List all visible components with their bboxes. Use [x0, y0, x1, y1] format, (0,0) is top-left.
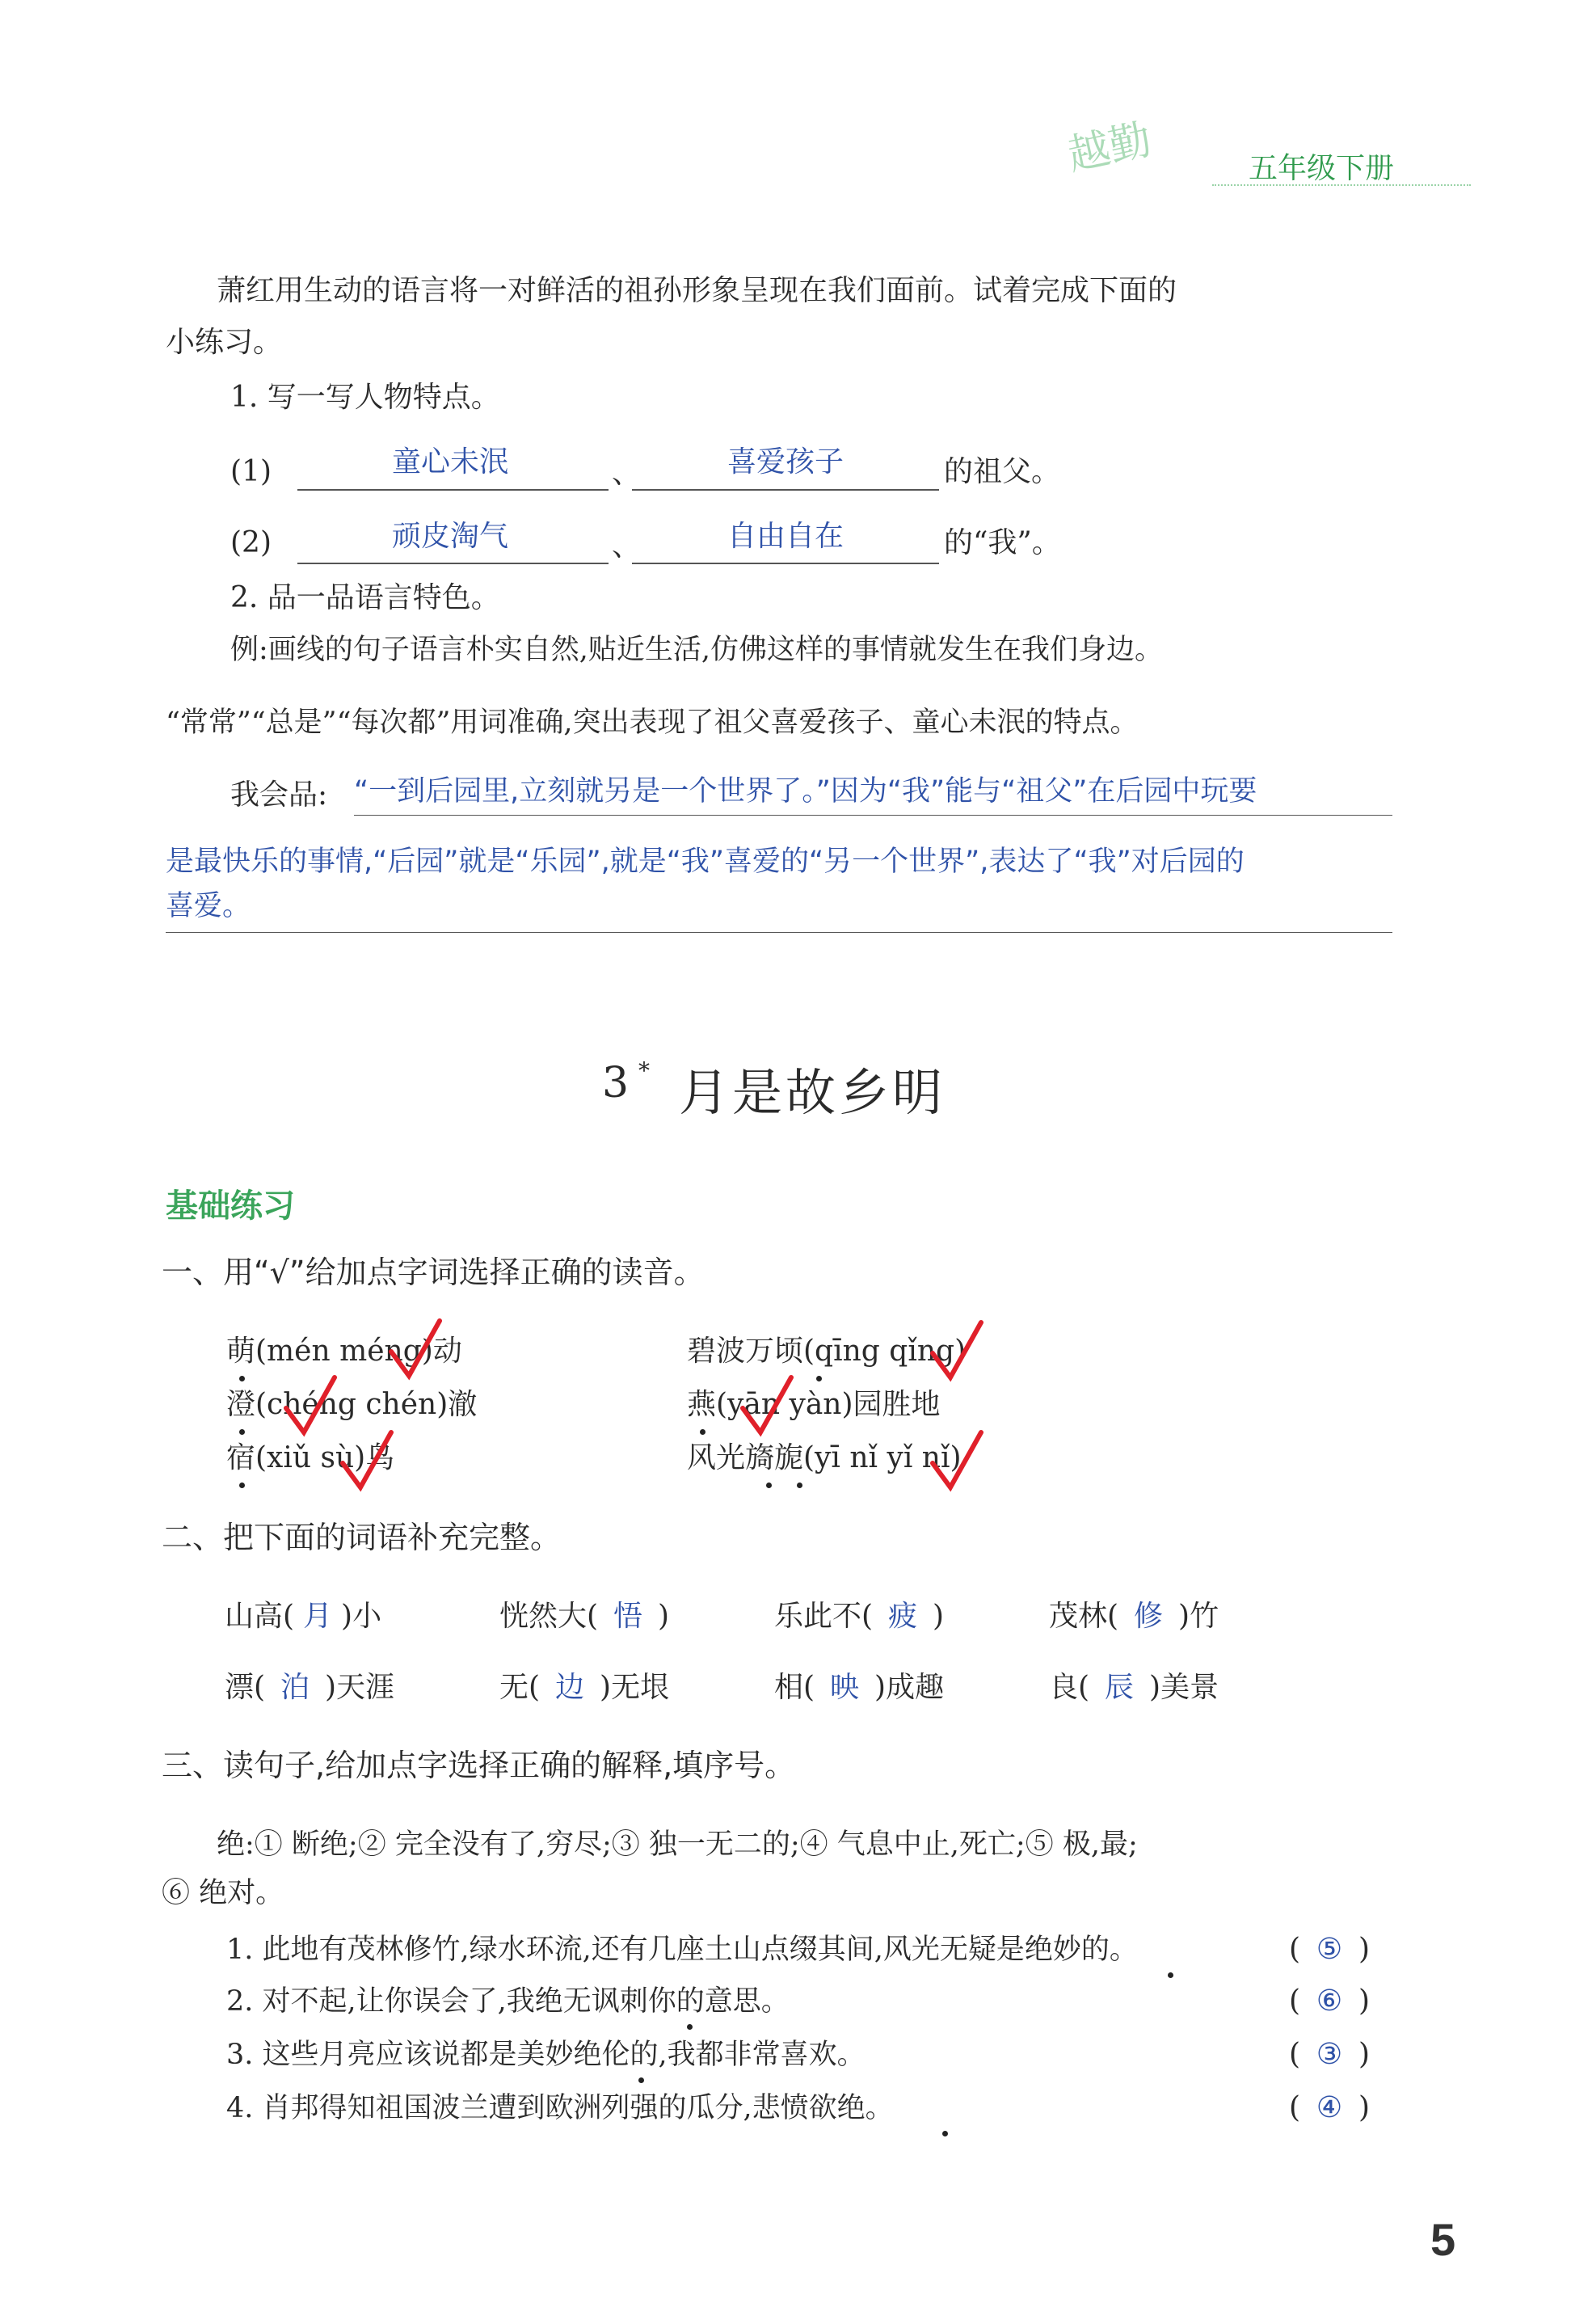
- idiom-1-2: 恍然大( 悟 ): [499, 1600, 670, 1633]
- emphasis-dot: [942, 2131, 948, 2136]
- lesson-title: 月是故乡明: [679, 1063, 946, 1122]
- q1-1-answer-b: 喜爱孩子: [727, 445, 844, 479]
- section-label: 基础练习: [166, 1187, 295, 1225]
- answer-1: ( ⑤ ): [1289, 1933, 1371, 1966]
- mine-blank-2: [166, 932, 1392, 933]
- pinyin-item-1: 萌(mén méng)动: [226, 1335, 462, 1368]
- emphasis-dot: [816, 1376, 822, 1381]
- lesson-number: 3: [602, 1059, 630, 1107]
- q1-2-answer-b: 自由自在: [727, 520, 844, 553]
- intro-line-2: 小练习。: [166, 326, 283, 359]
- q1-2-answer-a: 顽皮淘气: [392, 520, 509, 553]
- example-line-2: “常常”“总是”“每次都”用词准确,突出表现了祖父喜爱孩子、童心未泯的特点。: [166, 706, 1139, 739]
- intro-line-1: 萧红用生动的语言将一对鲜活的祖孙形象呈现在我们面前。试着完成下面的: [217, 274, 1177, 307]
- emphasis-dot: [239, 1429, 245, 1435]
- check-mark-icon: [929, 1429, 986, 1494]
- idiom-2-1: 漂( 泊 )天涯: [225, 1671, 395, 1704]
- emphasis-dot: [700, 1429, 705, 1435]
- part2-heading: 二、把下面的词语补充完整。: [162, 1520, 562, 1555]
- question-1: 1. 此地有茂林修竹,绿水环流,还有几座土山点缀其间,风光无疑是绝妙的。: [226, 1934, 1138, 1966]
- question-2: 2. 对不起,让你误会了,我绝无讽刺你的意思。: [226, 1985, 790, 2018]
- mine-answer-line-3: 喜爱。: [166, 890, 251, 922]
- header-rule: [1212, 184, 1471, 186]
- emphasis-dot: [638, 2077, 644, 2083]
- emphasis-dot: [239, 1483, 245, 1488]
- q1-1-tail: 的祖父。: [944, 455, 1061, 488]
- q1-1-blank-b: [632, 489, 939, 491]
- idiom-2-2: 无( 边 )无垠: [499, 1671, 670, 1704]
- page-number: 5: [1430, 2214, 1456, 2265]
- q1-2-tail: 的“我”。: [944, 526, 1061, 559]
- answer-3: ( ③ ): [1289, 2038, 1371, 2071]
- mine-blank-1: [354, 815, 1392, 816]
- emphasis-dot: [687, 2024, 693, 2030]
- pinyin-item-4: 燕(yān yàn)园胜地: [687, 1388, 941, 1421]
- question-4: 4. 肖邦得知祖国波兰遭到欧洲列强的瓜分,悲愤欲绝。: [226, 2092, 894, 2124]
- part3-heading: 三、读句子,给加点字选择正确的解释,填序号。: [162, 1748, 796, 1783]
- q1-2-blank-b: [632, 563, 939, 564]
- mine-answer-line-2: 是最快乐的事情,“后园”就是“乐园”,就是“我”喜爱的“另一个世界”,表达了“我”对后园的: [166, 846, 1245, 878]
- emphasis-dot: [239, 1376, 245, 1381]
- pinyin-item-5: 宿(xiǔ sù)鸟: [226, 1441, 395, 1474]
- pinyin-item-2: 碧波万顷(qīng qǐng): [687, 1335, 967, 1368]
- q1-1-blank-a: [297, 489, 609, 491]
- q1-1-number: (1): [230, 455, 272, 488]
- mine-answer-line-1: “一到后园里,立刻就另是一个世界了。”因为“我”能与“祖父”在后园中玩要: [354, 775, 1257, 808]
- pinyin-item-3: 澄(chéng chén)澈: [226, 1388, 478, 1421]
- q2-title: 2. 品一品语言特色。: [230, 581, 500, 614]
- emphasis-dot: [766, 1483, 772, 1488]
- q1-title: 1. 写一写人物特点。: [230, 381, 500, 414]
- check-mark-icon: [739, 1374, 796, 1439]
- idiom-2-3: 相( 映 )成趣: [774, 1671, 945, 1704]
- emphasis-dot: [797, 1483, 802, 1488]
- definition-line-2: ⑥ 绝对。: [162, 1877, 284, 1909]
- check-mark-icon: [283, 1374, 339, 1439]
- q1-2-number: (2): [230, 526, 272, 559]
- idiom-1-4: 茂林( 修 )竹: [1049, 1600, 1219, 1633]
- answer-4: ( ④ ): [1289, 2091, 1371, 2124]
- emphasis-dot: [1168, 1972, 1173, 1978]
- q1-1-answer-a: 童心未泯: [392, 445, 509, 479]
- idiom-2-4: 良( 辰 )美景: [1049, 1671, 1219, 1704]
- pinyin-item-6: 风光旖旎(yī nǐ yǐ nǐ): [687, 1441, 962, 1474]
- part1-heading: 一、用“√”给加点字词选择正确的读音。: [162, 1255, 705, 1290]
- check-mark-icon: [388, 1318, 444, 1382]
- mine-label: 我会品:: [230, 778, 328, 812]
- q1-2-separator: 、: [612, 529, 642, 563]
- grade-label: 五年级下册: [1249, 151, 1395, 184]
- question-3: 3. 这些月亮应该说都是美妙绝伦的,我都非常喜欢。: [226, 2039, 866, 2071]
- answer-2: ( ⑥ ): [1289, 1984, 1371, 2018]
- q1-1-separator: 、: [612, 457, 642, 490]
- lesson-star-mark: *: [638, 1057, 650, 1084]
- idiom-1-1: 山高( 月 )小: [225, 1600, 382, 1633]
- definition-line-1: 绝:① 断绝;② 完全没有了,穷尽;③ 独一无二的;④ 气息中止,死亡;⑤ 极,最;: [217, 1828, 1138, 1861]
- q1-2-blank-a: [297, 563, 609, 564]
- check-mark-icon: [929, 1319, 986, 1384]
- check-mark-icon: [339, 1429, 396, 1494]
- brand-logo: 越勤: [1063, 115, 1156, 181]
- idiom-1-3: 乐此不( 疲 ): [774, 1600, 945, 1633]
- example-line-1: 例:画线的句子语言朴实自然,贴近生活,仿佛这样的事情就发生在我们身边。: [230, 634, 1164, 666]
